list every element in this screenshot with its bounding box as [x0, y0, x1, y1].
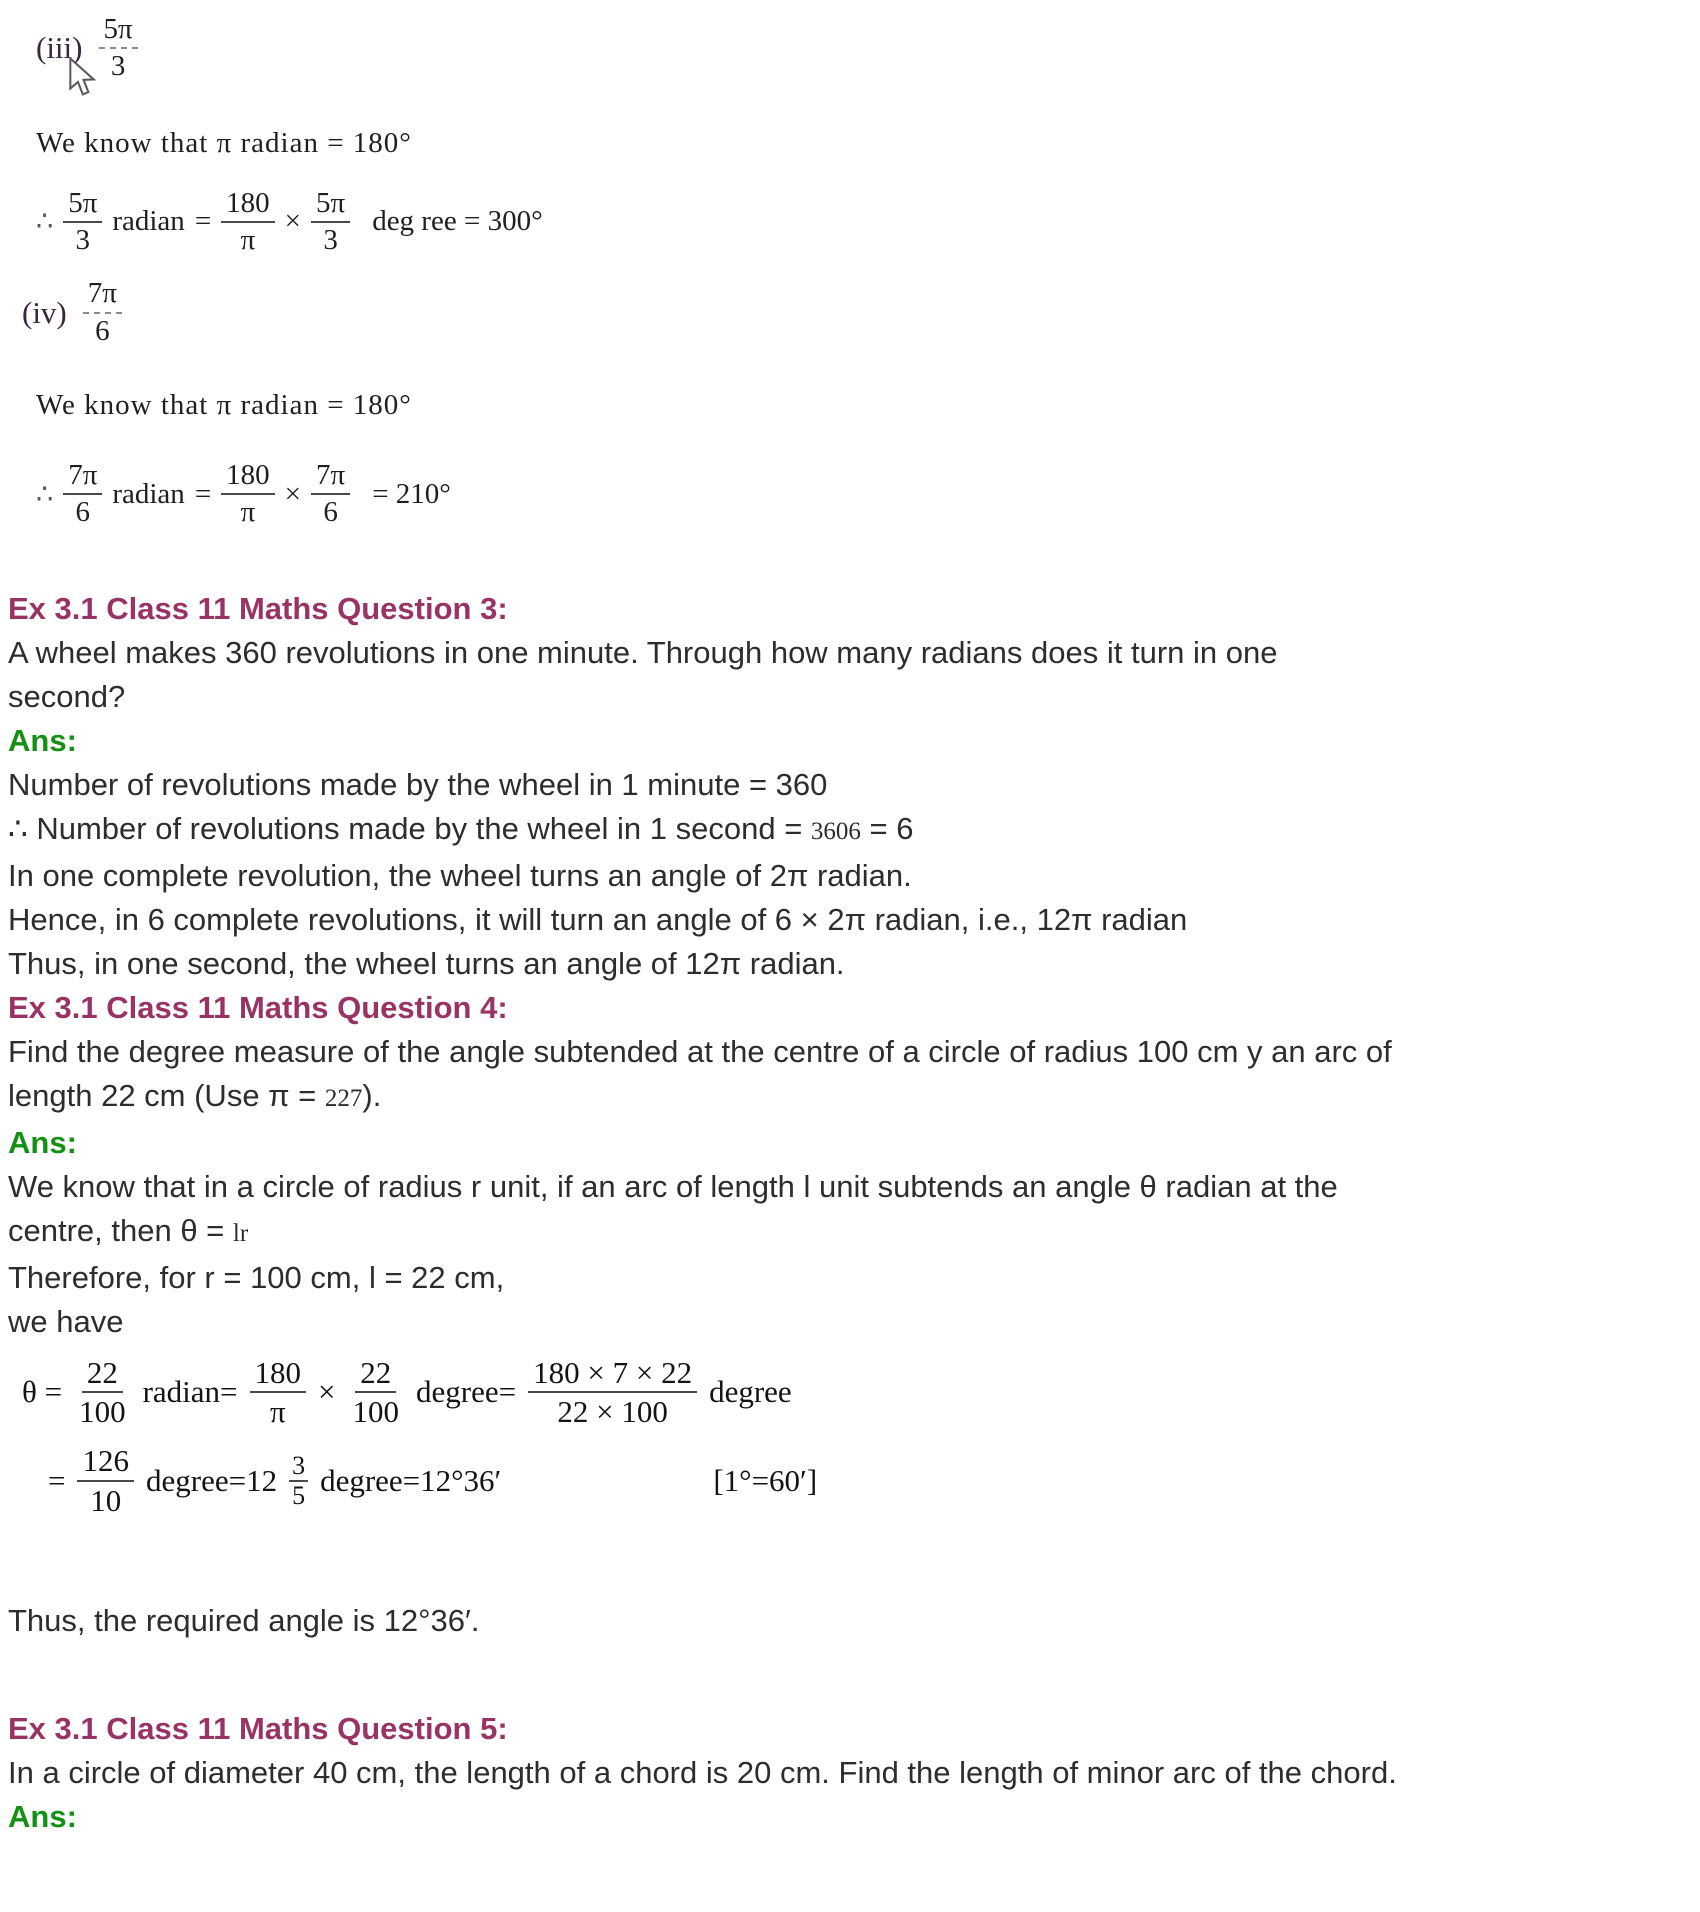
fraction-numerator: 180 [221, 188, 275, 223]
solution-text: ∴ Number of revolutions made by the wheel in 1 second = [8, 810, 811, 846]
theta-equals: θ = [22, 1373, 63, 1409]
solution-line: Thus, in one second, the wheel turns an angle of 12π radian. [8, 945, 845, 981]
fraction [74, 1356, 131, 1429]
fraction [311, 460, 350, 529]
item-iii-row [36, 14, 1700, 83]
answer-label: Ans: [8, 1799, 77, 1835]
solution-line: Hence, in 6 complete revolutions, it will turn an angle of 6 × 2π radian, i.e., 12π radian [8, 901, 1188, 937]
scanned-math-section [0, 0, 1700, 529]
know-line-2: We know that π radian = 180° [36, 388, 412, 421]
question-3-heading: Ex 3.1 Class 11 Maths Question 3: [8, 590, 508, 626]
fraction [311, 188, 350, 257]
formula-iv [36, 460, 1700, 529]
fraction-denominator: 3 [75, 223, 91, 256]
solution-line [8, 1209, 1700, 1256]
therefore-symbol: ∴ [36, 478, 54, 509]
fraction-denominator: 22 × 100 [557, 1393, 668, 1429]
fraction-numerator: 180 × 7 × 22 [528, 1356, 697, 1393]
fraction-denominator: π [240, 496, 256, 529]
solution-line: We know that in a circle of radius r unit, if an arc of length l unit subtends an angle θ radian at the [8, 1168, 1338, 1204]
fraction [63, 460, 102, 529]
fraction [221, 188, 275, 257]
equals-sign: = [194, 477, 212, 510]
fraction-5pi-3 [99, 14, 138, 83]
degree-equals: degree= [416, 1373, 517, 1409]
solution-line: Number of revolutions made by the wheel in 1 minute = 360 [8, 766, 828, 802]
fraction-denominator: 6 [75, 496, 91, 529]
fraction-denominator: 5 [292, 1480, 306, 1510]
q4-conclusion: Thus, the required angle is 12°36′. [8, 1603, 480, 1639]
fraction-denominator: 6 [95, 314, 110, 347]
fraction-denominator: π [269, 1393, 286, 1429]
solution-line [8, 807, 1700, 854]
question-3-text-line-1: A wheel makes 360 revolutions in one minute. Through how many radians does it turn in one [8, 634, 1278, 670]
fraction-numerator: 5π [99, 14, 138, 49]
fraction-numerator: 180 [250, 1356, 307, 1393]
question-text: length 22 cm (Use π = [8, 1077, 325, 1113]
item-iv-row [22, 278, 1700, 347]
equation-result: degree=12°36′ [320, 1462, 502, 1498]
equals-sign: = [48, 1462, 66, 1498]
fraction-denominator: 100 [79, 1393, 126, 1429]
fraction-denominator: 100 [352, 1393, 400, 1429]
solution-line: we have [8, 1303, 124, 1339]
fraction-denominator: 3 [323, 223, 338, 256]
degree-equals-12: degree=12 [145, 1462, 278, 1498]
fraction-numerator: 180 [221, 460, 275, 495]
radian-word: radian [112, 205, 185, 238]
fraction-numerator: 3 [289, 1453, 308, 1482]
solution-text: centre, then θ = [8, 1212, 233, 1248]
equals-sign: = [194, 205, 212, 238]
fraction [528, 1356, 697, 1429]
formula-iii [36, 188, 1700, 257]
fraction-numerator: 5π [311, 188, 350, 223]
formula-result: = 210° [372, 477, 451, 510]
inline-fraction-22-7: 227 [324, 1084, 363, 1112]
q4-equation-line-1 [22, 1356, 1700, 1429]
degree-word: degree [709, 1373, 792, 1409]
question-4-text-line-1: Find the degree measure of the angle subtended at the centre of a circle of radius 100 cm y an arc of [8, 1033, 1392, 1069]
q4-equation-line-2 [48, 1444, 1700, 1517]
fraction [250, 1356, 307, 1429]
solution-text: = 6 [860, 810, 914, 846]
fraction-denominator: 3 [110, 50, 126, 83]
answer-label: Ans: [8, 722, 77, 758]
fraction-numerator: 22 [355, 1356, 396, 1393]
item-iii-label: (iii) [36, 30, 83, 66]
question-4-heading: Ex 3.1 Class 11 Maths Question 4: [8, 989, 508, 1025]
fraction [77, 1444, 134, 1517]
fraction-numerator: 126 [77, 1444, 134, 1481]
mouse-cursor-icon [67, 57, 103, 101]
question-3-text-line-2: second? [8, 678, 126, 714]
formula-result: deg ree = 300° [372, 205, 543, 238]
fraction-numerator: 7π [63, 460, 102, 495]
solutions-content [0, 587, 1700, 1840]
times-sign: × [284, 477, 302, 510]
solution-line: Therefore, for r = 100 cm, l = 22 cm, [8, 1259, 505, 1295]
times-sign: × [284, 205, 302, 238]
inline-fraction-l-r: lr [232, 1219, 249, 1247]
fraction-denominator: 10 [90, 1482, 122, 1518]
fraction-numerator: 7π [311, 460, 350, 495]
question-text: ). [362, 1077, 382, 1113]
fraction [348, 1356, 405, 1429]
fraction-numerator: 7π [83, 278, 122, 313]
question-5-text: In a circle of diameter 40 cm, the length of a chord is 20 cm. Find the length of minor arc of the chord. [8, 1755, 1397, 1791]
fraction-7pi-6 [83, 278, 122, 347]
degree-minute-note: [1°=60′] [713, 1462, 818, 1498]
fraction-numerator: 22 [82, 1356, 123, 1393]
fraction [221, 460, 275, 529]
therefore-symbol: ∴ [36, 206, 54, 237]
fraction [63, 188, 102, 257]
radian-equals: radian= [142, 1373, 238, 1409]
q4-equation-block [22, 1356, 1700, 1518]
times-sign: × [318, 1373, 336, 1409]
radian-word: radian [112, 477, 185, 510]
fraction-denominator: π [240, 223, 256, 256]
mixed-number-fraction [289, 1450, 308, 1510]
solution-line: In one complete revolution, the wheel turns an angle of 2π radian. [8, 857, 912, 893]
know-line-1: We know that π radian = 180° [36, 126, 412, 159]
fraction-denominator: 6 [323, 496, 338, 529]
question-4-text-line-2 [8, 1074, 1700, 1121]
question-5-heading: Ex 3.1 Class 11 Maths Question 5: [8, 1711, 508, 1747]
item-iv-label: (iv) [22, 294, 67, 330]
answer-label: Ans: [8, 1124, 77, 1160]
inline-fraction-360-6: 3606 [810, 817, 861, 845]
fraction-numerator: 5π [63, 188, 102, 223]
